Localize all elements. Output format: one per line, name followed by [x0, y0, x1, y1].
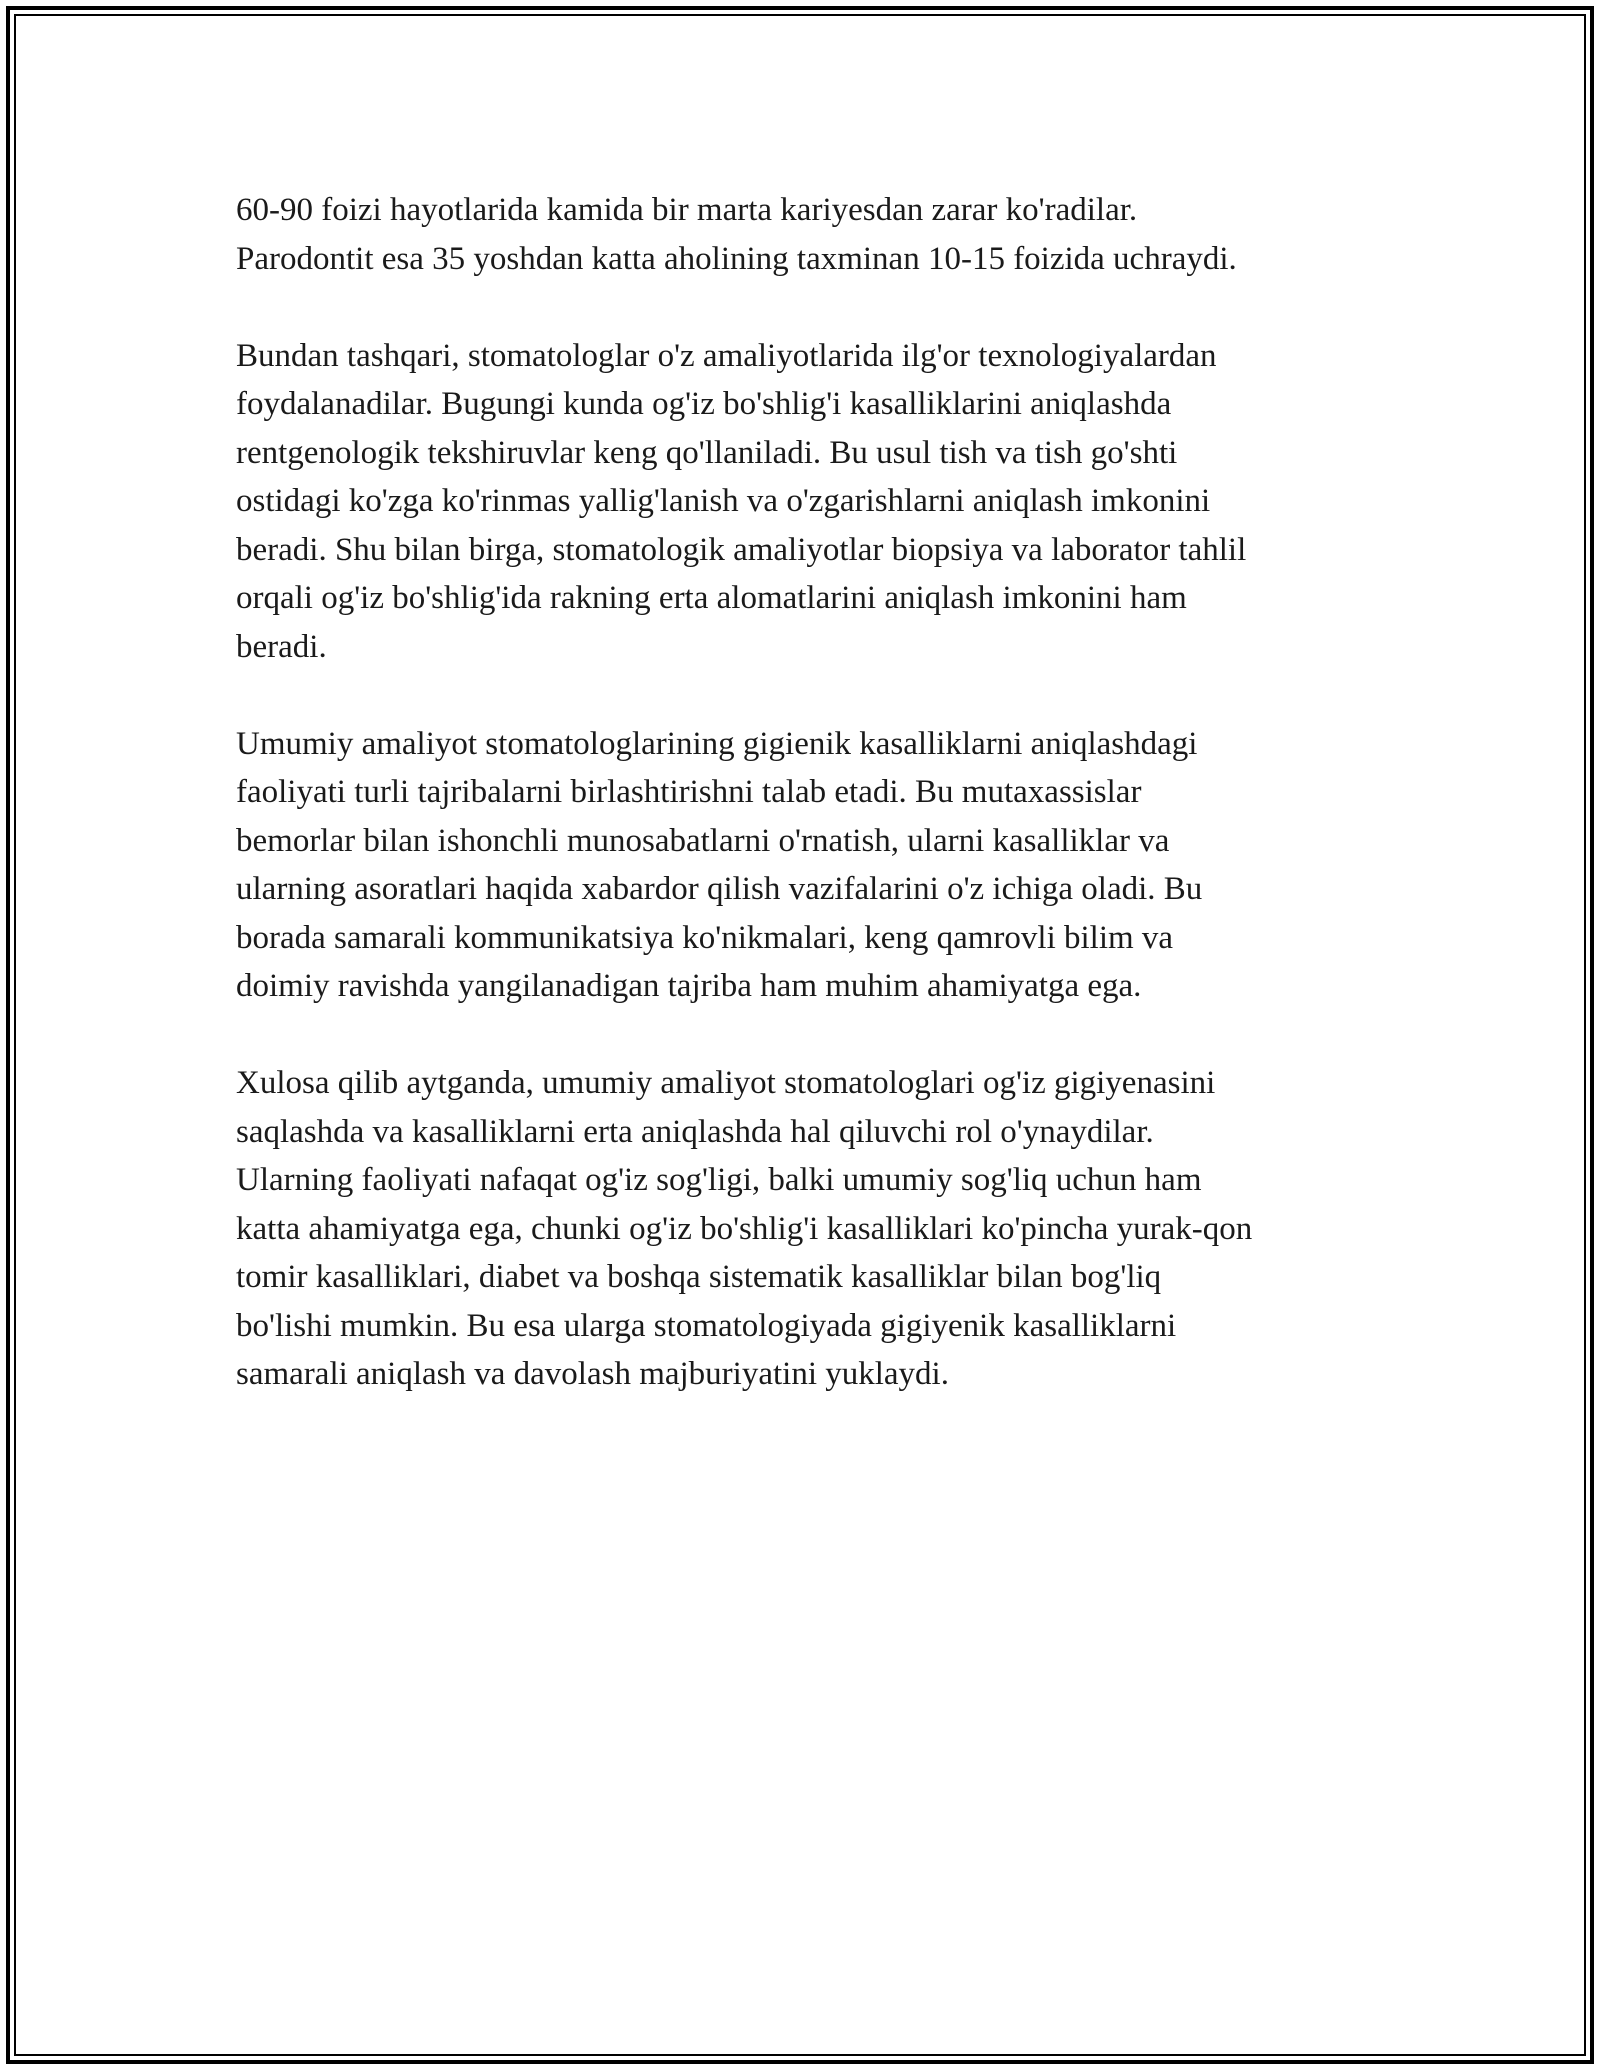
text-line: foydalanadilar. Bugungi kunda og'iz bo'shlig'i kasalliklarini aniqlashda — [236, 386, 1172, 422]
text-line: Ularning faoliyati nafaqat og'iz sog'ligi, balki umumiy sog'liq uchun ham — [236, 1162, 1202, 1198]
text-line: rentgenologik tekshiruvlar keng qo'llaniladi. Bu usul tish va tish go'shti — [236, 434, 1178, 471]
text-line: Bundan tashqari, stomatologlar o'z amaliyotlarida ilg'or texnologiyalardan — [236, 337, 1217, 374]
text-line: 60-90 foizi hayotlarida kamida bir marta kariyesdan zarar ko'radilar. — [236, 192, 1138, 228]
paragraph-3 — [236, 720, 1376, 1011]
text-line: faoliyati turli tajribalarni birlashtirishni talab etadi. Bu mutaxassislar — [236, 774, 1142, 810]
text-line: beradi. Shu bilan birga, stomatologik amaliyotlar biopsiya va laborator tahlil — [236, 531, 1247, 568]
paragraph-4 — [236, 1059, 1376, 1399]
document-body — [236, 186, 1376, 1447]
text-line: Xulosa qilib aytganda, umumiy amaliyot stomatologlari og'iz gigiyenasini — [236, 1065, 1216, 1101]
text-line: doimiy ravishda yangilanadigan tajriba ham muhim ahamiyatga ega. — [236, 968, 1142, 1004]
text-line: beradi. — [236, 628, 327, 665]
text-line: tomir kasalliklari, diabet va boshqa sistematik kasalliklar bilan bog'liq — [236, 1259, 1162, 1295]
text-line: Parodontit esa 35 yoshdan katta aholining taxminan 10-15 foizida uchraydi. — [236, 240, 1237, 277]
text-line: orqali og'iz bo'shlig'ida rakning erta alomatlarini aniqlash imkonini ham — [236, 580, 1187, 616]
text-line: katta ahamiyatga ega, chunki og'iz bo'shlig'i kasalliklari ko'pincha yurak-qon — [236, 1210, 1253, 1247]
text-line: Umumiy amaliyot stomatologlarining gigienik kasalliklarni aniqlashdagi — [236, 725, 1198, 762]
paragraph-2 — [236, 332, 1376, 672]
text-line: bemorlar bilan ishonchli munosabatlarni o'rnatish, ularni kasalliklar va — [236, 822, 1170, 859]
text-line: saqlashda va kasalliklarni erta aniqlashda hal qiluvchi rol o'ynaydilar. — [236, 1113, 1154, 1150]
text-line: samarali aniqlash va davolash majburiyatini yuklaydi. — [236, 1356, 949, 1392]
text-line: bo'lishi mumkin. Bu esa ularga stomatologiyada gigiyenik kasalliklarni — [236, 1307, 1177, 1344]
paragraph-1 — [236, 186, 1376, 283]
text-line: borada samarali kommunikatsiya ko'nikmalari, keng qamrovli bilim va — [236, 919, 1174, 956]
text-line: ostidagi ko'zga ko'rinmas yallig'lanish va o'zgarishlarni aniqlash imkonini — [236, 483, 1211, 519]
text-line: ularning asoratlari haqida xabardor qilish vazifalarini o'z ichiga oladi. Bu — [236, 871, 1203, 907]
